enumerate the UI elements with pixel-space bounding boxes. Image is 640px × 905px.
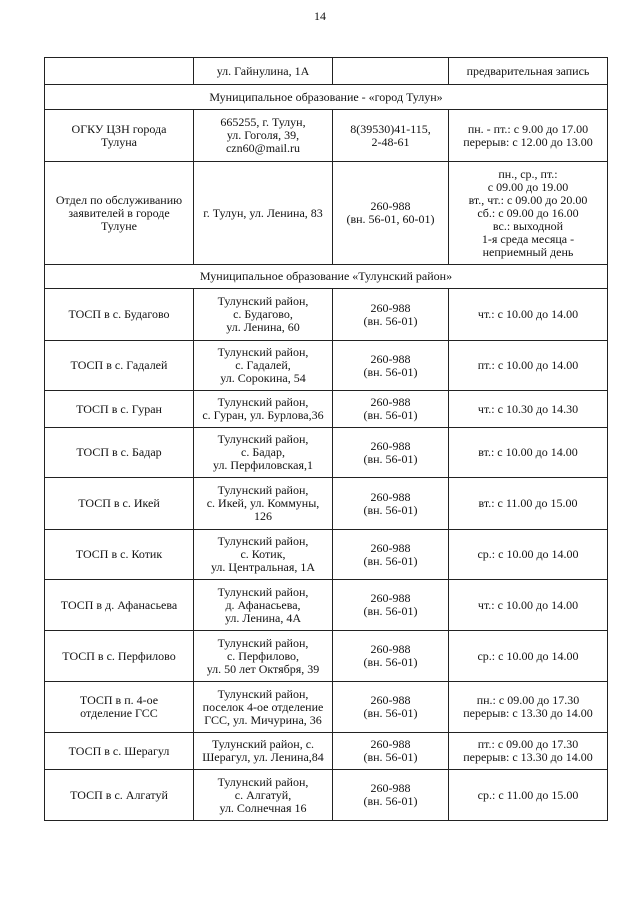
cell-line: с. Гуран, ул. Бурлова,36 <box>202 408 324 422</box>
cell-line: ул. Гайнулина, 1А <box>216 63 310 78</box>
cell-line: Тулунский район, <box>217 774 309 789</box>
phone-cell <box>333 733 449 770</box>
office-name-cell <box>45 733 194 770</box>
cell-line: 260-988 <box>370 642 411 656</box>
cell-line: ОГКУ ЦЗН города <box>71 121 167 136</box>
cell-line: Отдел по обслуживанию <box>55 192 183 207</box>
cell-line: неприемный день <box>482 244 574 259</box>
table-row <box>45 770 608 821</box>
table-row <box>45 162 608 265</box>
cell-line: Тулуне <box>101 218 137 233</box>
office-name-cell <box>45 58 194 85</box>
cell-line: ул. Гоголя, 39, <box>226 128 300 142</box>
cell-line: (вн. 56-01) <box>363 750 418 764</box>
cell-line: 665255, г. Тулун, <box>220 115 306 129</box>
cell-line: Тулунский район, <box>217 584 309 599</box>
schedule-cell <box>449 391 608 428</box>
cell-line: 260-988 <box>370 489 411 504</box>
cell-line: 1-я среда месяца - <box>481 231 575 246</box>
cell-line: сб.: с 09.00 до 16.00 <box>477 205 579 220</box>
cell-line: пн.: с 09.00 до 17.30 <box>476 693 580 707</box>
phone-cell <box>333 478 449 530</box>
page-number: 14 <box>314 9 326 23</box>
phone-cell <box>333 580 449 631</box>
cell-line: 260-988 <box>370 693 411 707</box>
cell-line: предварительная запись <box>466 63 590 78</box>
address-cell <box>194 341 333 391</box>
address-cell <box>194 580 333 631</box>
phone-cell <box>333 770 449 821</box>
cell-line: ул. Солнечная 16 <box>219 800 307 815</box>
cell-line: 260-988 <box>370 395 411 409</box>
section-title: Муниципальное образование - «город Тулун» <box>45 85 608 110</box>
table-row <box>45 341 608 391</box>
cell-line: czn60@mail.ru <box>225 141 301 155</box>
cell-line: ТОСП в с. Икей <box>78 496 160 510</box>
cell-line: (вн. 56-01) <box>363 604 418 618</box>
schedule-cell <box>449 58 608 85</box>
cell-line: чт.: с 10.00 до 14.00 <box>477 307 579 321</box>
schedule-cell <box>449 733 608 770</box>
cell-line: ул. Ленина, 4А <box>224 610 302 625</box>
office-name-cell <box>45 289 194 341</box>
cell-line: ТОСП в с. Гуран <box>76 401 162 416</box>
address-cell <box>194 289 333 341</box>
cell-line: 8(39530)41-115, <box>350 121 431 136</box>
cell-line: Тулунский район, <box>217 432 309 446</box>
cell-line: вс.: выходной <box>492 218 564 233</box>
office-name-cell <box>45 580 194 631</box>
cell-line: с. Будагово, <box>233 307 293 321</box>
cell-line: (вн. 56-01) <box>363 655 418 669</box>
phone-cell <box>333 341 449 391</box>
cell-line: г. Тулун, ул. Ленина, 83 <box>203 205 323 220</box>
address-cell <box>194 682 333 733</box>
cell-line: ср.: с 10.00 до 14.00 <box>477 648 579 663</box>
cell-line: с. Бадар, <box>241 445 285 459</box>
cell-line: 260-988 <box>370 351 411 366</box>
address-cell <box>194 530 333 580</box>
cell-line: (вн. 56-01) <box>363 313 418 328</box>
cell-line: с. Гадалей, <box>235 358 291 372</box>
cell-line: ТОСП в с. Бадар <box>76 445 162 459</box>
cell-line: Тулунский район, <box>217 294 309 308</box>
cell-line: 260-988 <box>370 591 411 605</box>
cell-line: 2-48-61 <box>371 134 410 149</box>
section-header-row <box>45 85 608 110</box>
address-cell <box>194 770 333 821</box>
schedule-cell <box>449 631 608 682</box>
table-row <box>45 110 608 162</box>
cell-line: ТОСП в с. Котик <box>75 547 163 561</box>
cell-line: с 09.00 до 19.00 <box>487 179 569 194</box>
address-cell <box>194 478 333 530</box>
cell-line: (вн. 56-01) <box>363 794 418 808</box>
cell-line: Тулунский район, <box>217 686 309 701</box>
cell-line: (вн. 56-01) <box>363 553 418 568</box>
cell-line: (вн. 56-01) <box>363 451 418 466</box>
office-name-cell <box>45 631 194 682</box>
cell-line: Тулунский район, <box>217 483 309 497</box>
cell-line: ТОСП в с. Перфилово <box>62 648 176 663</box>
schedule-cell <box>449 530 608 580</box>
table-row <box>45 580 608 631</box>
cell-line: Тулунский район, <box>217 534 309 548</box>
address-cell <box>194 58 333 85</box>
cell-line: 260-988 <box>370 438 411 453</box>
service-offices-table <box>44 57 608 821</box>
phone-cell <box>333 428 449 478</box>
cell-line: ул. Центральная, 1А <box>210 560 316 574</box>
table-row <box>45 733 608 770</box>
address-cell <box>194 428 333 478</box>
cell-line: чт.: с 10.00 до 14.00 <box>477 597 579 612</box>
phone-cell <box>333 110 449 162</box>
office-name-cell <box>45 770 194 821</box>
cell-line: отделение ГСС <box>80 706 158 720</box>
cell-line: ТОСП в с. Алгатуй <box>70 787 168 802</box>
cell-line: ТОСП в с. Шерагул <box>68 743 170 758</box>
section-header-row <box>45 265 608 289</box>
schedule-cell <box>449 289 608 341</box>
address-cell <box>194 391 333 428</box>
office-name-cell <box>45 341 194 391</box>
address-cell <box>194 162 333 265</box>
schedule-cell <box>449 478 608 530</box>
cell-line: пн., ср., пт.: <box>498 166 558 181</box>
office-name-cell <box>45 682 194 733</box>
schedule-cell <box>449 110 608 162</box>
address-cell <box>194 110 333 162</box>
cell-line: с. Икей, ул. Коммуны, <box>206 496 320 510</box>
phone-cell <box>333 162 449 265</box>
cell-line: ср.: с 10.00 до 14.00 <box>477 547 579 561</box>
cell-line: Тулуна <box>101 134 137 149</box>
cell-line: ул. Сорокина, 54 <box>220 371 306 385</box>
cell-line: вт.: с 11.00 до 15.00 <box>478 496 578 510</box>
cell-line: перерыв: с 13.30 до 14.00 <box>463 750 593 764</box>
cell-line: Тулунский район, <box>217 395 309 409</box>
table-row <box>45 682 608 733</box>
cell-line: чт.: с 10.30 до 14.30 <box>477 401 579 416</box>
cell-line: вт.: с 10.00 до 14.00 <box>478 445 578 459</box>
cell-line: (вн. 56-01) <box>363 364 418 379</box>
office-name-cell <box>45 478 194 530</box>
cell-line: ГСС, ул. Мичурина, 36 <box>204 712 322 727</box>
cell-line: (вн. 56-01) <box>363 502 418 517</box>
phone-cell <box>333 391 449 428</box>
cell-line: Тулунский район, <box>217 635 309 650</box>
cell-line: ул. 50 лет Октября, 39 <box>206 661 320 676</box>
schedule-cell <box>449 770 608 821</box>
schedule-cell <box>449 341 608 391</box>
table-row <box>45 391 608 428</box>
cell-line: пт.: с 09.00 до 17.30 <box>477 737 579 751</box>
cell-line: д. Афанасьева, <box>225 597 301 612</box>
cell-line: с. Алгатуй, <box>234 787 292 802</box>
cell-line: 126 <box>254 509 272 523</box>
office-name-cell <box>45 162 194 265</box>
cell-line: (вн. 56-01, 60-01) <box>346 212 435 226</box>
cell-line: ул. Ленина, 60 <box>226 320 300 334</box>
phone-cell <box>333 289 449 341</box>
cell-line: ТОСП в п. 4-ое <box>79 693 159 707</box>
cell-line: пт.: с 10.00 до 14.00 <box>477 358 579 372</box>
table-row <box>45 289 608 341</box>
cell-line: ТОСП в с. Гадалей <box>70 358 168 372</box>
cell-line: перерыв: с 13.30 до 14.00 <box>463 706 593 720</box>
office-name-cell <box>45 391 194 428</box>
cell-line: перерыв: с 12.00 до 13.00 <box>463 134 593 149</box>
section-title: Муниципальное образование «Тулунский район» <box>45 265 608 289</box>
schedule-cell <box>449 428 608 478</box>
cell-line: 260-988 <box>370 737 411 751</box>
office-name-cell <box>45 110 194 162</box>
table-row <box>45 631 608 682</box>
phone-cell <box>333 58 449 85</box>
cell-line: 260-988 <box>370 540 411 555</box>
cell-line: Шерагул, ул. Ленина,84 <box>202 750 324 764</box>
cell-line: вт., чт.: с 09.00 до 20.00 <box>468 192 588 207</box>
cell-line: 260-988 <box>370 781 411 795</box>
cell-line: (вн. 56-01) <box>363 408 418 422</box>
schedule-cell <box>449 162 608 265</box>
cell-line: Тулунский район, <box>217 345 309 359</box>
cell-line: ул. Перфиловская,1 <box>212 458 314 472</box>
cell-line: пн. - пт.: с 9.00 до 17.00 <box>467 121 589 136</box>
cell-line: (вн. 56-01) <box>363 706 418 720</box>
cell-line: ТОСП в д. Афанасьева <box>60 597 178 612</box>
cell-line: с. Котик, <box>240 547 286 561</box>
cell-line: заявителей в городе <box>68 205 170 220</box>
table-row <box>45 428 608 478</box>
table-row <box>45 530 608 580</box>
cell-line: Тулунский район, с. <box>211 737 315 751</box>
table-body <box>45 58 608 821</box>
office-name-cell <box>45 530 194 580</box>
phone-cell <box>333 631 449 682</box>
cell-line: с. Перфилово, <box>226 648 300 663</box>
cell-line: поселок 4-ое отделение <box>202 699 324 714</box>
cell-line: 260-988 <box>370 300 411 315</box>
cell-line: 260-988 <box>370 199 411 213</box>
phone-cell <box>333 530 449 580</box>
address-cell <box>194 733 333 770</box>
schedule-cell <box>449 682 608 733</box>
table-row <box>45 478 608 530</box>
table-row <box>45 58 608 85</box>
cell-line: ср.: с 11.00 до 15.00 <box>477 787 579 802</box>
office-name-cell <box>45 428 194 478</box>
schedule-cell <box>449 580 608 631</box>
phone-cell <box>333 682 449 733</box>
address-cell <box>194 631 333 682</box>
cell-line: ТОСП в с. Будагово <box>68 307 170 321</box>
